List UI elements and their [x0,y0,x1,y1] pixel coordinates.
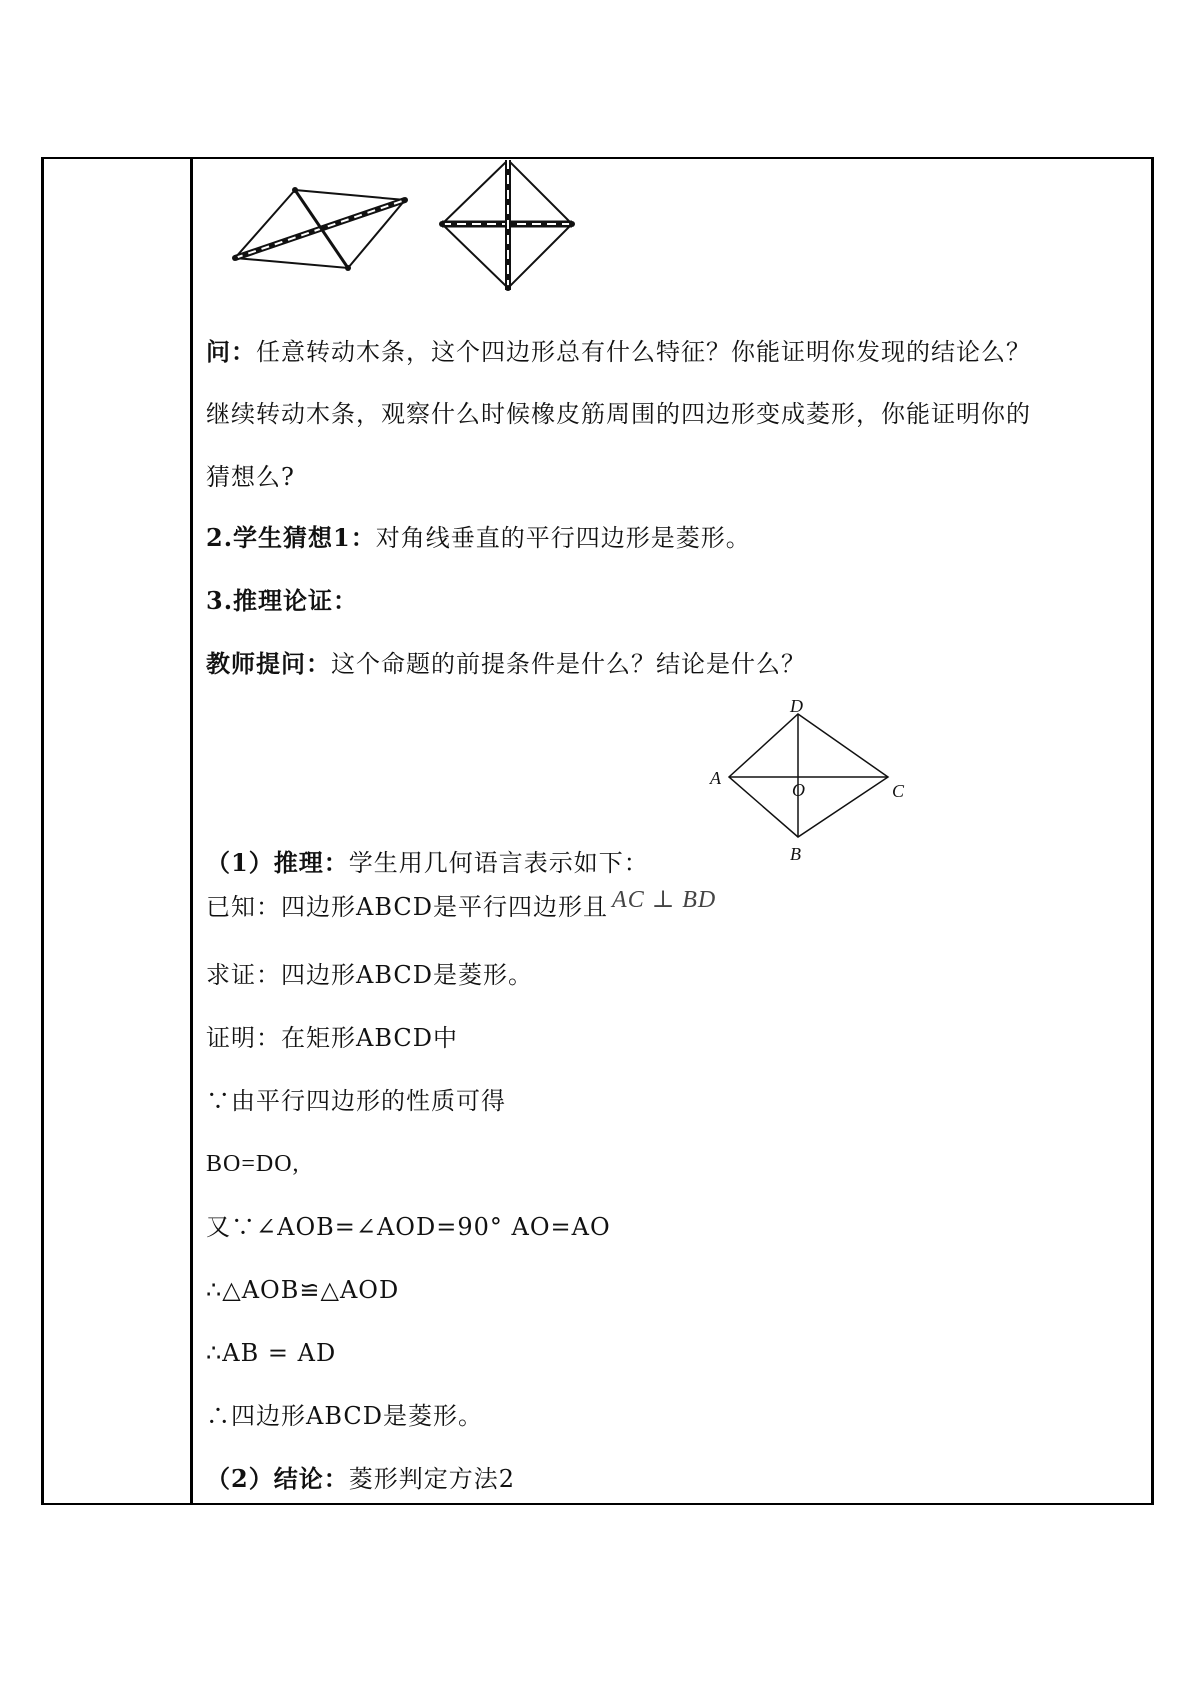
proof-heading: 3.推理论证： [206,586,359,615]
conjecture-prefix: 2.学生猜想1： [206,523,376,552]
given-line [206,887,717,923]
proof-step-1: ∵由平行四边形的性质可得 [206,1087,506,1115]
conclusion-line [206,1464,515,1494]
reasoning-prefix: （1）推理： [206,848,349,877]
label-b: B [790,844,801,860]
teacher-line [206,649,806,679]
teacher-text: 这个命题的前提条件是什么？结论是什么？ [331,650,806,678]
conclusion-text: 菱形判定方法2 [348,1465,515,1493]
given-text: 已知：四边形ABCD是平行四边形且 [206,893,609,921]
label-c: C [892,781,905,801]
stick-figures [220,160,590,295]
prove-line: 求证：四边形ABCD是菱形。 [206,961,534,989]
proof-step-4: ∴△AOB≌△AOD [206,1276,400,1304]
question-prefix: 问： [206,337,256,366]
conjecture-line [206,523,751,553]
square-figure [439,160,575,291]
parallelogram-figure [232,187,408,271]
question-line [206,337,1031,367]
label-o: O [792,780,805,800]
proof-step-2: BO=DO, [206,1151,300,1177]
teacher-prefix: 教师提问： [206,649,331,678]
proof-step-3: 又∵∠AOB=∠AOD=90° AO=AO [206,1213,611,1241]
label-a: A [710,768,721,788]
proof-step-6: ∴四边形ABCD是菱形。 [206,1402,484,1430]
table-column-divider [190,157,193,1505]
conclusion-prefix: （2）结论： [206,1464,349,1493]
label-d: D [790,700,803,716]
question-text: 任意转动木条，这个四边形总有什么特征？你能证明你发现的结论么？ [256,338,1031,366]
proof-start-line: 证明：在矩形ABCD中 [206,1024,459,1052]
continue-line-1: 继续转动木条，观察什么时候橡皮筋周围的四边形变成菱形，你能证明你的 [206,400,1031,428]
reasoning-text: 学生用几何语言表示如下： [348,849,649,877]
given-math: AC ⊥ BD [612,887,717,913]
conjecture-text: 对角线垂直的平行四边形是菱形。 [375,524,751,552]
proof-step-5: ∴AB = AD [206,1339,337,1367]
reasoning-line [206,848,649,878]
rhombus-diagram [700,700,920,860]
continue-line-2: 猜想么? [206,463,295,491]
